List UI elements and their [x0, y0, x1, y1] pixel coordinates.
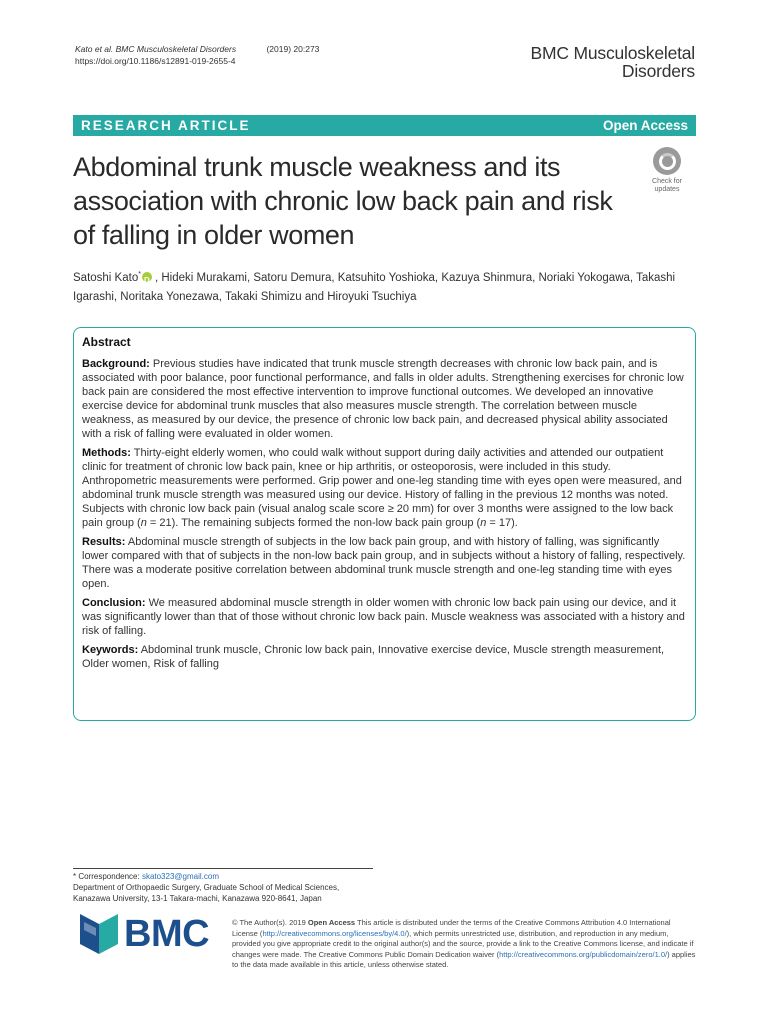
- journal-name: [531, 44, 695, 80]
- open-access-label: Open Access: [602, 118, 688, 133]
- abstract-methods: Methods: Thirty-eight elderly women, who could walk without support during daily activities and attended our outpatient clinic for treatment of chronic low back pain, knee or hip arthritis, or osteoporosis, were included in this study. Anthropometric measurements were performed. Grip power and one-leg standing time with eyes open were measured, and abdominal trunk muscle strength was measured using our device. History of falling in the previous 12 months was noted. Subjects with chronic low back pain (visual analog scale score ≥ 20 mm) for over 3 months were assigned to the low back pain group (n = 21). The remaining subjects formed the non-low back pain group (n = 17).: [82, 447, 682, 529]
- bmc-logo-word: BMC: [124, 912, 210, 955]
- license-open-access: Open Access: [307, 918, 356, 927]
- check-for-updates-badge[interactable]: [643, 147, 691, 201]
- abstract-box: [73, 327, 696, 721]
- doi-link[interactable]: https://doi.org/10.1186/s12891-019-2655-4: [75, 56, 236, 66]
- bmc-logo: [80, 912, 220, 956]
- correspondence-footnote: [73, 871, 393, 904]
- correspondence-email[interactable]: skato323@gmail.com: [141, 872, 219, 881]
- corresponding-mark: *: [138, 271, 141, 278]
- license-link-cc0[interactable]: http://creativecommons.org/publicdomain/zero/1.0/: [499, 949, 668, 959]
- abstract-keywords: Keywords: Abdominal trunk muscle, Chronic low back pain, Innovative exercise device, Muscle strength measurement, Older women, Risk of falling: [82, 644, 665, 670]
- footnote-divider: [73, 868, 373, 869]
- correspondence-label: * Correspondence:: [73, 872, 142, 881]
- article-title: Abdominal trunk muscle weakness and its association with chronic low back pain and risk of falling in older women: [73, 152, 613, 250]
- citation-authors: Kato et al. BMC Musculoskeletal Disorders: [75, 44, 237, 54]
- running-header: [75, 43, 319, 67]
- abstract-results: Results: Abdominal muscle strength of subjects in the low back pain group, and with history of falling, was significantly lower compared with that of subjects in the non-low back pain group, and in subjects without a history of falling, respectively. There was a moderate positive correlation between abdominal trunk muscle strength and one-leg standing time with eyes open.: [82, 536, 686, 590]
- affiliation-line2: Kanazawa University, 13-1 Takara-machi, Kanazawa 920-8641, Japan: [73, 894, 322, 903]
- abstract-conclusion: Conclusion: We measured abdominal muscle strength in older women with chronic low back pain using our device, and it was significantly lower than that of those without chronic low back pain. Muscle weakness was associated with a history and risk of falling.: [82, 597, 685, 637]
- author-list: [73, 265, 703, 307]
- abstract-background: Background: Previous studies have indicated that trunk muscle strength decreases with chronic low back pain, and is associated with poor balance, poor functional performance, and falls in older adults. Strengthening exercises for chronic low back pain are considered the most effective intervention to improve functional outcomes. We developed an innovative exercise device for abdominal trunk muscles that also measures muscle strength. The correlation between muscle weakness, as measured by our device, the presence of chronic low back pain, and decreased physical ability associated with a risk of falling were evaluated in older women.: [82, 358, 684, 440]
- article-banner: [73, 115, 696, 136]
- author-rest: ,: [154, 271, 162, 284]
- article-type: RESEARCH ARTICLE: [81, 118, 251, 133]
- license-link-cc-by[interactable]: http://creativecommons.org/licenses/by/4.0/: [262, 928, 407, 938]
- journal-name-line1: BMC Musculoskeletal: [530, 43, 695, 63]
- affiliation-line1: Department of Orthopaedic Surgery, Graduate School of Medical Sciences,: [73, 883, 340, 892]
- citation-volume: (2019) 20:273: [266, 44, 320, 54]
- orcid-icon[interactable]: [142, 272, 152, 282]
- author-others: Hideki Murakami, Satoru Demura, Katsuhito Yoshioka, Kazuya Shinmura, Noriaki Yokogawa, Takashi Igarashi, Noritaka Yonezawa, Takaki Shimizu and Hiroyuki Tsuchiya: [73, 271, 676, 303]
- license-text: © The Author(s). 2019 Open Access This article is distributed under the terms of the Creative Commons Attribution 4.0 International License (http://creativecommons.org/licenses/by/4.0/), which permits unrestricted use, distribution, and reproduction in any medium, provided you give appropriate credit to the original author(s) and the source, provide a link to the Creative Commons license, and indicate if changes were made. The Creative Commons Public Domain Dedication waiver (http://creativecommons.org/publicdomain/zero/1.0/) applies to the data made available in this article, unless otherwise stated.: [232, 918, 696, 969]
- abstract-heading: Abstract: [82, 335, 131, 349]
- author-first[interactable]: Satoshi Kato: [73, 271, 139, 284]
- journal-name-line2: Disorders: [621, 61, 695, 81]
- check-for-updates-icon: [653, 147, 681, 175]
- check-for-updates-label: Check for updates: [652, 178, 682, 193]
- bmc-logo-mark-icon: [80, 914, 118, 954]
